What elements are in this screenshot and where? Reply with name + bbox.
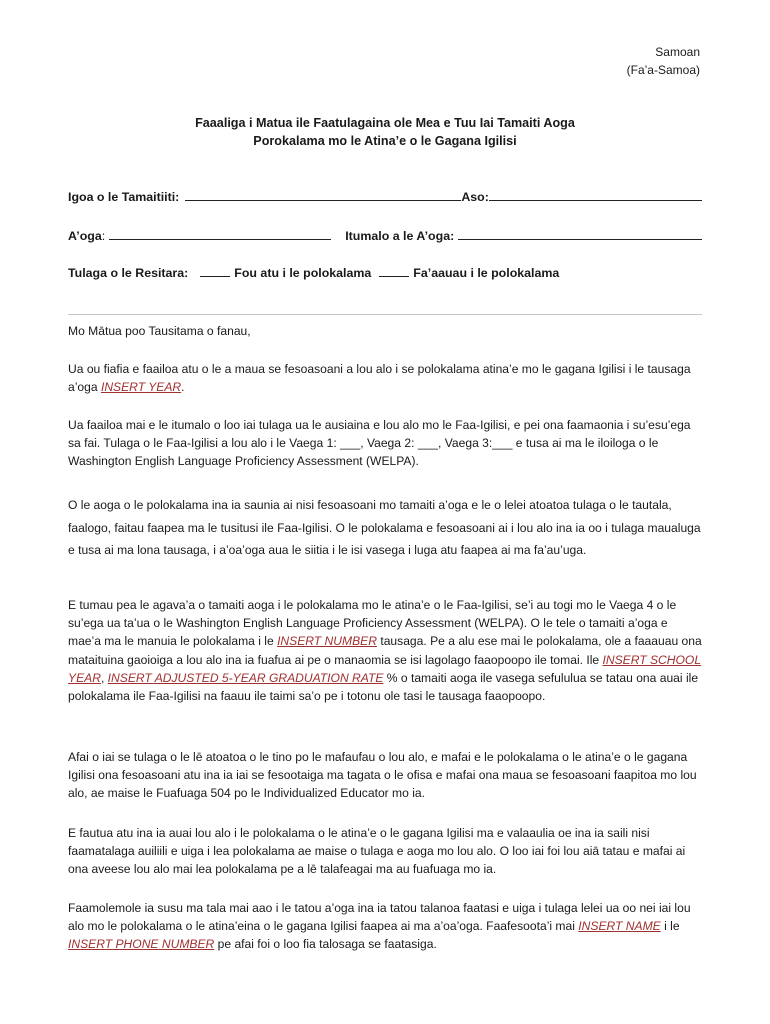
insert-number-placeholder: INSERT NUMBER: [277, 634, 377, 649]
student-name-blank[interactable]: [185, 199, 461, 201]
insert-year-placeholder: INSERT YEAR: [100, 380, 182, 395]
paragraph-1-text: Ua ou fiafia e faailoa atu o le a maua se fesoasoani a lou alo i se polokalama atina’e mo le gagana Igilisi i le tausaga a’oga: [68, 362, 691, 395]
district-label: Itumalo a le A’oga:: [345, 229, 455, 243]
insert-graduation-rate-placeholder: INSERT ADJUSTED 5-YEAR GRADUATION RATE: [107, 670, 384, 685]
student-name-label: Igoa o le Tamaitiiti:: [68, 190, 180, 204]
date-label: Aso:: [461, 190, 489, 204]
paragraph-5: Afai o iai se tulaga o le lē atoatoa o le tino po le mafaufau o lou alo, e mafai e le polokalama o le atina’e o le gagana Igilisi ona fesoasoani atu ina ia iai se fesootaiga ma tagata o le ofisa e mafai ona maua se fesoasoani faapitoa mo lou alo, ae maise le Fuafuaga 504 po le Individualized Educator mo ia.: [68, 750, 697, 801]
paragraph-6: E fautua atu ina ia auai lou alo i le polokalama o le atina’e o le gagana Igilisi ma e valaaulia oe ina ia saili nisi faamatalaga auiliili e uiga i lea polokalama ae maise o tulaga e aoga mo lou alo. O loo iai foi lou aiā tatau e mafai ai ona aveese lou alo mai lea polokalama pe a lē talafeagai ma au fuafuaga mo ia.: [68, 826, 686, 877]
paragraph-1-end: .: [181, 380, 185, 395]
status-row: [68, 266, 702, 280]
paragraph-3: O le aoga o le polokalama ina ia saunia ai nisi fesoasoani mo tamaiti a’oga e le o lelei atoatoa tulaga o le tautala, faalogo, faitau faapea ma le tusitusi ile Faa-Igilisi. O le polokalama e fesoasoani ai i lou alo ina ia oo i tulaga maualuga e tusa ai ma lona tausaga, i a’oa’oga aua le siitia i le isi vasega i luga atu faapea ai ma fa’au’uga.: [68, 498, 701, 558]
paragraph-4-text-a: E tumau pea le agava’a o tamaiti aoga i le polokalama mo le atina’e o le Faa-Igilisi, se’i au togi mo le Vaega 4 o le su’ega ua ta’ua o le Washington English Language Proficiency Assessment (WELPA). O le tele o tamaiti a’oga e mae’a ma le manuia le polokalama i le: [68, 598, 677, 649]
status-new-blank[interactable]: [200, 275, 230, 277]
student-row: [68, 190, 702, 204]
paragraph-7-text-b: i le: [660, 919, 680, 934]
date-blank[interactable]: [489, 199, 702, 201]
insert-name-placeholder: INSERT NAME: [578, 919, 661, 934]
salutation: Mo Mātua poo Tausitama o fanau,: [68, 324, 251, 338]
insert-phone-placeholder: INSERT PHONE NUMBER: [68, 937, 215, 952]
paragraph-2: Ua faailoa mai e le itumalo o loo iai tulaga ua le ausiaina e lou alo mo le Faa-Igilisi, e pei ona faamaonia i su’esu’ega sa fai. Tulaga o le Faa-Igilisi a lou alo i le Vaega 1: ___, Vaega 2: ___, Vaega 3:___ e tusa ai ma le iloiloga o le Washington English Language Proficiency Assessment (WELPA).: [68, 418, 691, 469]
paragraph-4-text-b: tausaga. Pe a alu ese mai le polokalama, ole a faaauau ona mataituina gaoioiga a lou alo ina ia fuafua ai pe o manaomia se isi lagolago faaopoopo ile tomai. Ile: [68, 634, 702, 667]
title-line-1: Faaaliga i Matua ile Faatulagaina ole Mea e Tuu Iai Tamaiti Aoga: [195, 116, 575, 130]
status-label: Tulaga o le Resitara:: [68, 266, 189, 280]
status-continuing-label: Fa’aauau i le polokalama: [413, 266, 560, 280]
paragraph-4-text-d: % o tamaiti aoga ile vasega sefululua se tatau ona auai ile polokalama ile Faa-Igilisi na faauu ile taimi sa’o pe i totonu ole tasi le tausaga faaopoopo.: [68, 670, 699, 704]
language-label: [627, 43, 700, 79]
paragraph-4-comma: ,: [100, 670, 108, 685]
insert-school-year-placeholder: INSERT SCHOOL YEAR: [68, 652, 702, 685]
district-blank[interactable]: [458, 238, 702, 240]
language-native-name: (Fa’a-Samoa): [626, 63, 700, 77]
paragraph-7-text-c: pe afai foi o loo fia talosaga se faatasiga.: [214, 937, 437, 952]
document-title: [0, 114, 770, 150]
school-label-colon: :: [101, 229, 106, 243]
title-line-2: Porokalama mo le Atina’e o le Gagana Igilisi: [253, 134, 517, 148]
status-continuing-blank[interactable]: [379, 275, 409, 277]
status-new-label: Fou atu i le polokalama: [234, 266, 372, 280]
header-divider: [68, 314, 702, 315]
paragraph-4: [68, 596, 702, 705]
language-name: Samoan: [655, 45, 700, 59]
paragraph-7-text-a: Faamolemole ia susu ma tala mai aao i le tatou a’oga ina ia tatou talanoa faatasi e uiga i tulaga lelei ua oo nei iai lou alo mo le polokalama o le atina’eina o le gagana Igilisi faapea ai ma a’oa’oga. Faafesoota’i mai: [68, 901, 691, 934]
paragraph-1: [68, 360, 702, 396]
school-row: [68, 229, 702, 243]
school-label: A’oga: [68, 229, 102, 243]
school-blank[interactable]: [109, 238, 331, 240]
paragraph-7: [68, 899, 702, 954]
